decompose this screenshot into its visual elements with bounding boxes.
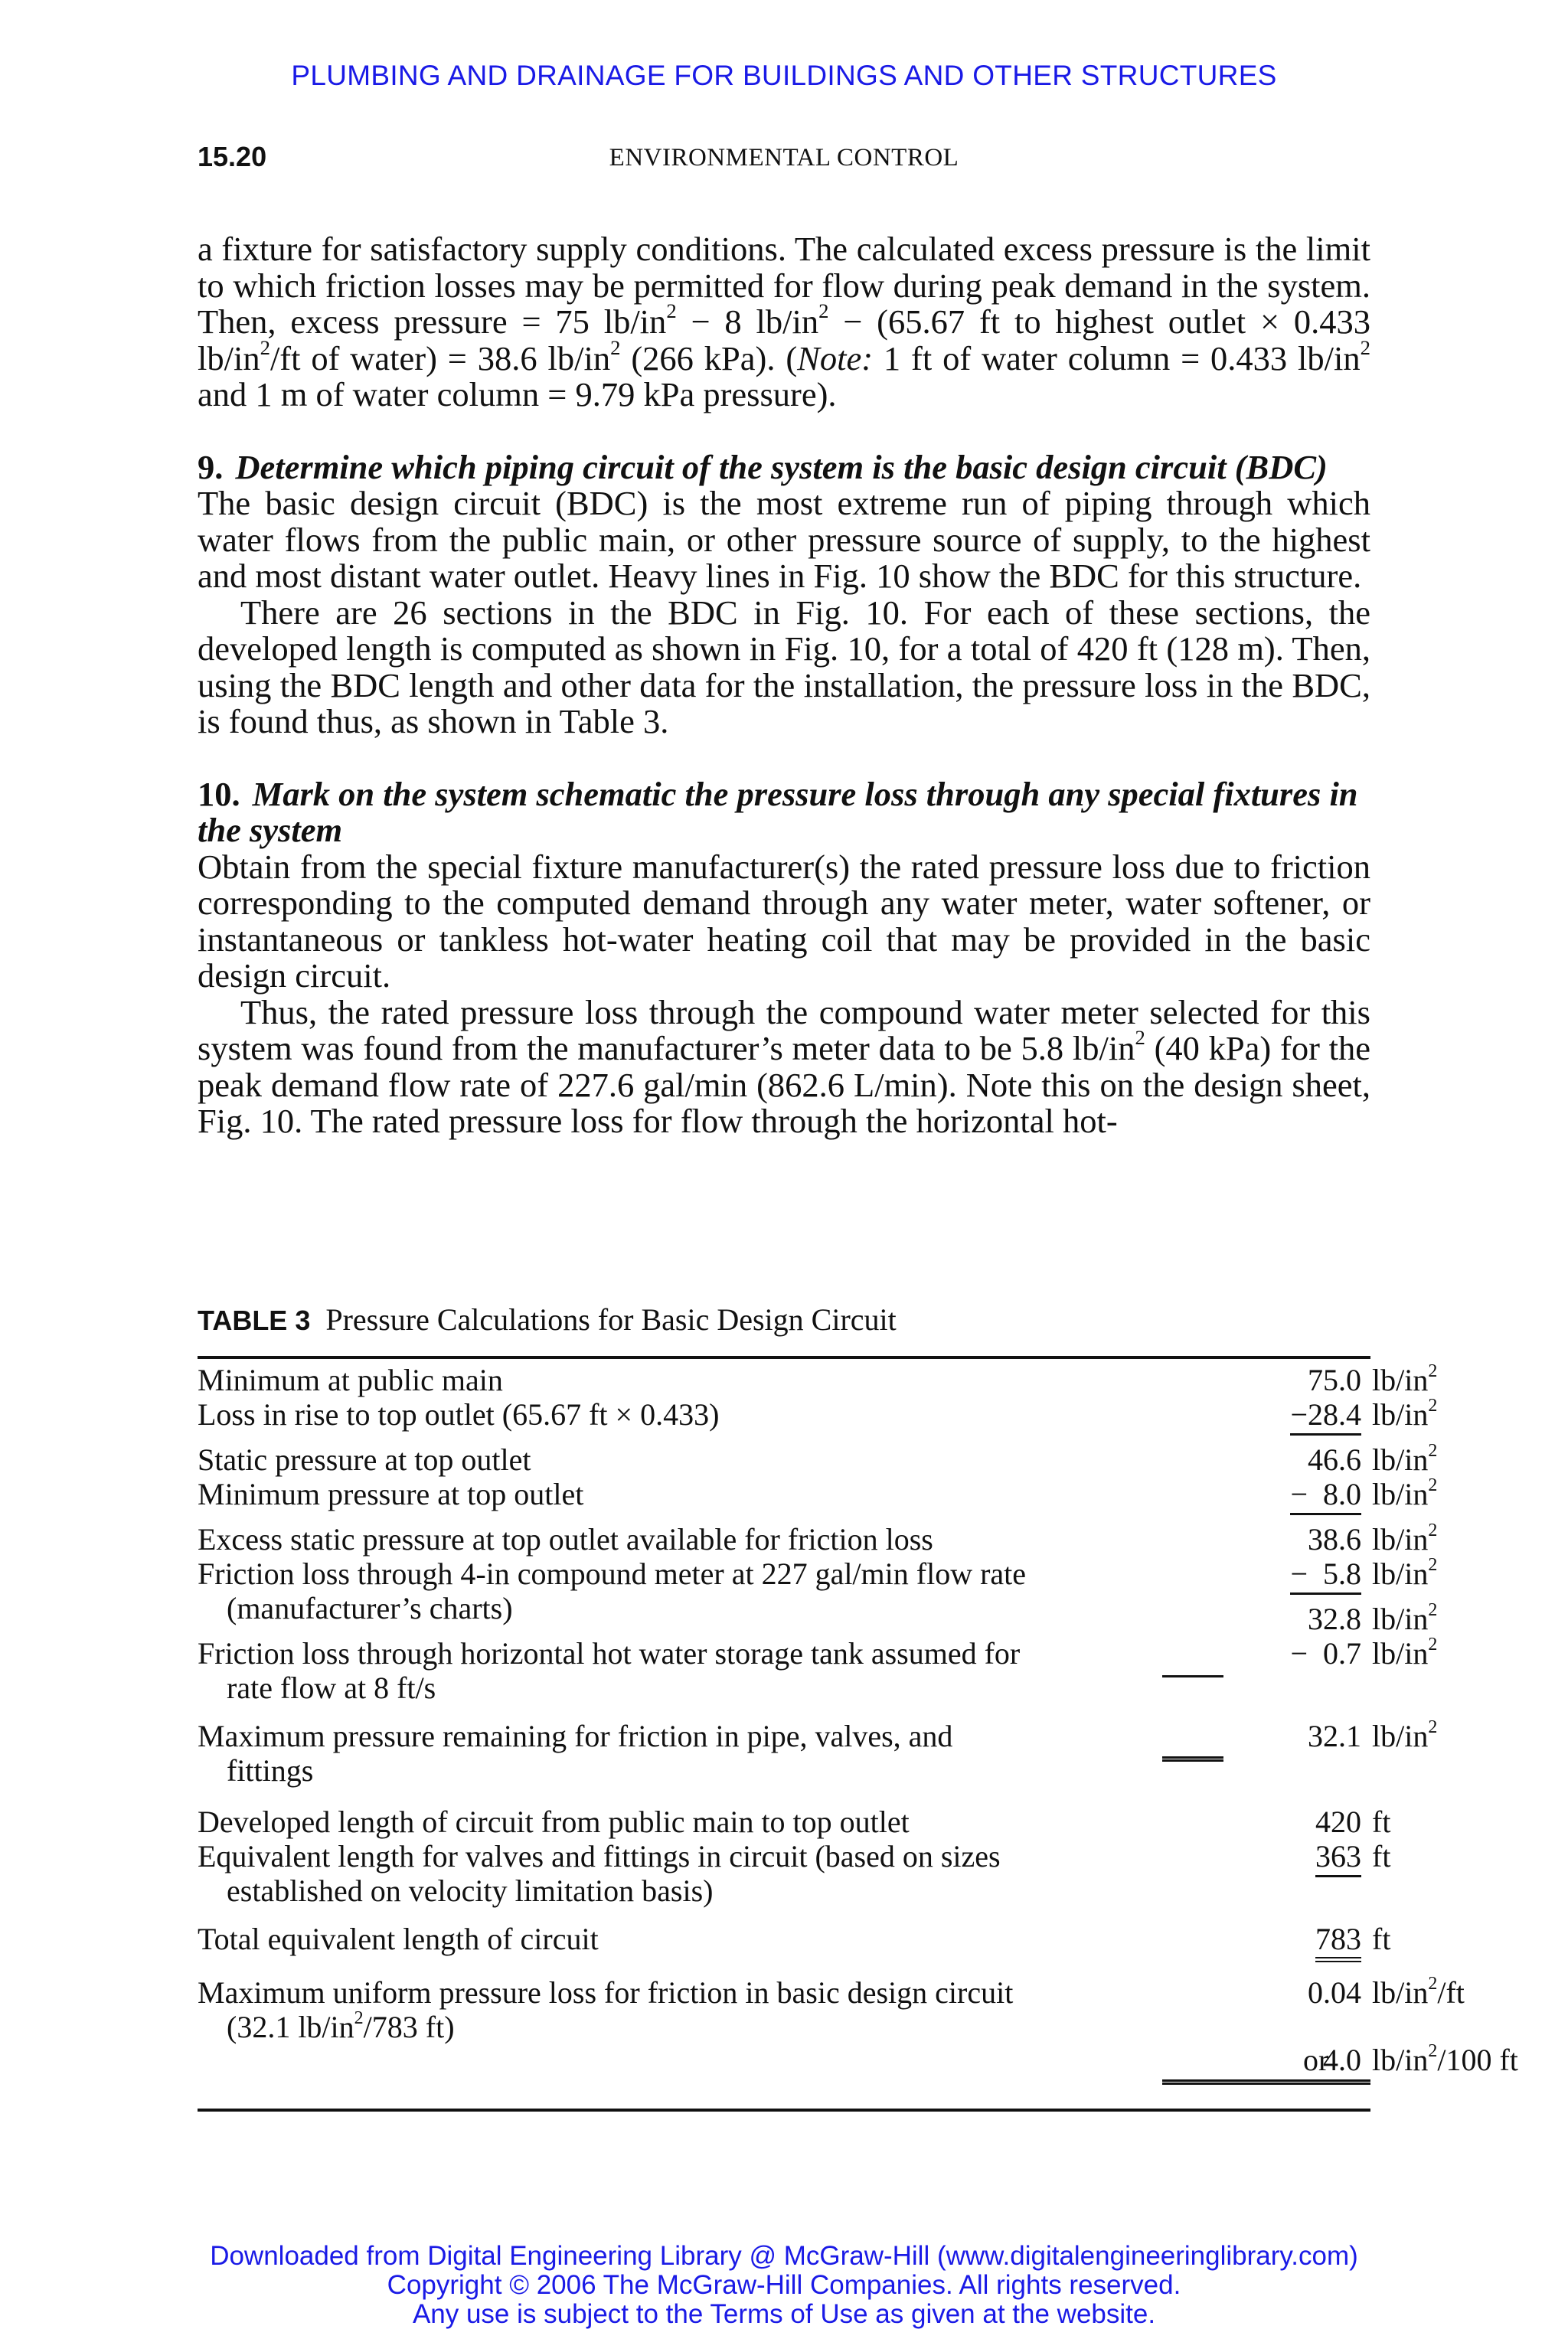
step-10-paragraph-2: Thus, the rated pressure loss through the compound water meter selected for this system was found from the manufacturer’s meter data to be 5.8 $lb/in^2$ (40 kPa) for the peak demand flow rate of 227.6 gal/min (862.6 L/min). Note this on the design sheet, Fig. 10. The rated pressure loss for flow through the horizontal hot-	[198, 992, 1370, 1140]
total-double-rule	[1162, 1756, 1223, 1762]
footer-copyright: Copyright © 2006 The McGraw-Hill Companies. All rights reserved.	[387, 2270, 1181, 2300]
step-10-paragraph-1: Obtain from the special fixture manufacturer(s) the rated pressure loss due to friction corresponding to the computed demand through any water meter, water softener, or instantaneous or tankless hot-water heating coil that may be provided in the basic design circuit.	[198, 847, 1370, 995]
step-9-paragraph-2: There are 26 sections in the BDC in Fig. 10. For each of these sections, the developed length is computed as shown in Fig. 10, for a total of 420 ft (128 m). Then, using the BDC length and other data for the installation, the pressure loss in the BDC, is found thus, as shown in Table 3.	[198, 593, 1370, 740]
table-caption: TABLE 3 Pressure Calculations for Basic Design Circuit	[198, 1302, 897, 1337]
running-head: PLUMBING AND DRAINAGE FOR BUILDINGS AND OTHER STRUCTURES	[291, 60, 1277, 91]
table-bottom-rule	[198, 2109, 1370, 2112]
footer-terms: Any use is subject to the Terms of Use as given at the website.	[412, 2299, 1156, 2329]
step-9-paragraph-1: The basic design circuit (BDC) is the most extreme run of piping through which water flows from the public main, or other pressure source of supply, to the highest and most distant water outlet. Heavy lines in Fig. 10 show the BDC for this structure.	[198, 484, 1370, 595]
step-9-heading: 9. Determine which piping circuit of the system is the basic design circuit (BDC)	[198, 447, 1328, 486]
chapter-title: ENVIRONMENTAL CONTROL	[609, 144, 959, 172]
footer	[0, 2242, 1568, 2329]
footer-download-link[interactable]: Downloaded from Digital Engineering Library @ McGraw-Hill (www.digitalengineeringlibrary.com)	[210, 2241, 1358, 2271]
body-text	[198, 231, 1370, 1140]
paragraph-excess-pressure: a fixture for satisfactory supply conditions. The calculated excess pressure is the limit to which friction losses may be permitted for flow during peak demand in the system. Then, excess pressure = 75 $lb/in^2 - 8$ $lb/in^2 - (65.67$ ft to highest outlet × 0.433 $lb/in^2/ft$ of water) = 38.6 $lb/in^2$ (266 kPa). (Note: 1 ft of water column = 0.433 $lb/in^2$ and 1 m of water column = 9.79 kPa pressure).	[198, 230, 1370, 413]
step-10-heading: 10. Mark on the system schematic the pressure loss through any special fixtures in the system	[198, 774, 1358, 849]
table-top-rule	[198, 1356, 1370, 1359]
subtotal-rule	[1162, 1675, 1223, 1677]
final-double-rule	[1162, 2079, 1370, 2085]
page-number: 15.20	[198, 141, 267, 172]
